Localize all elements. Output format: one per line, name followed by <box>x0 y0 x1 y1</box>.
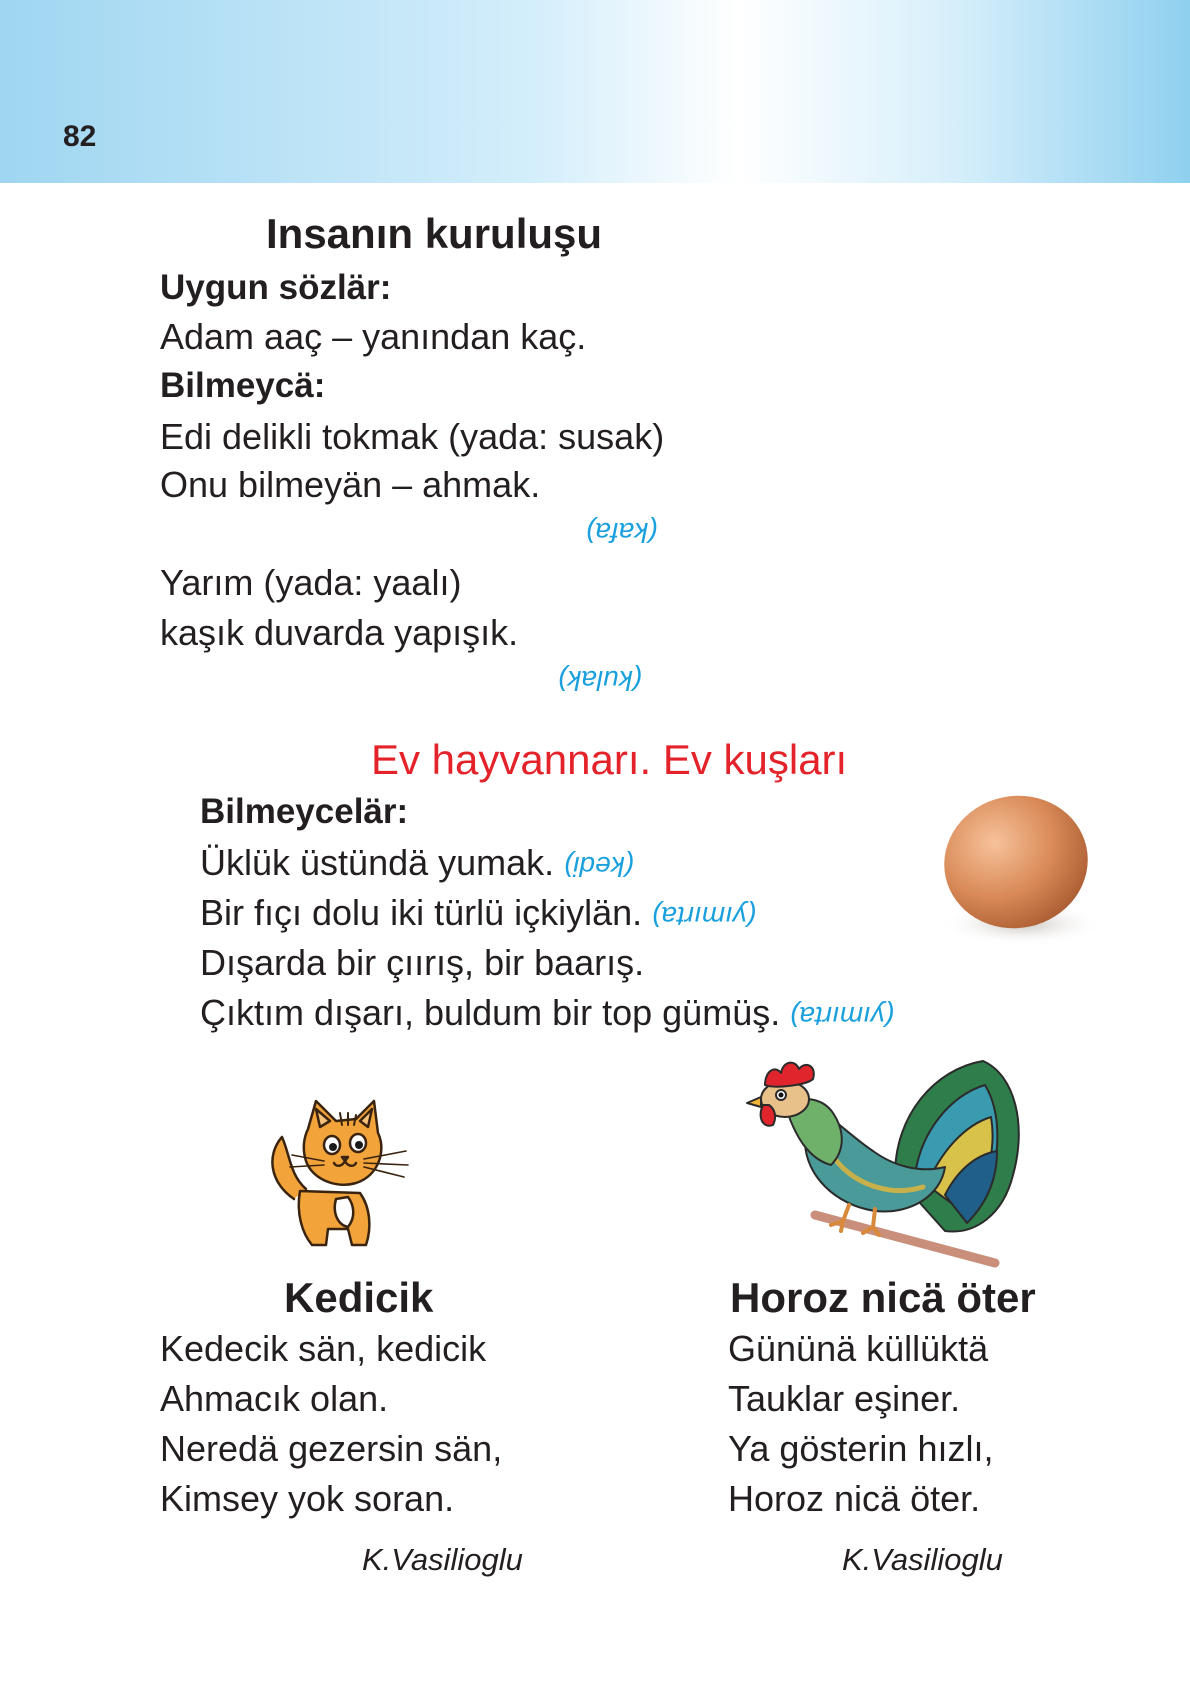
section2-riddles-heading: Bilmeycelär: <box>200 792 409 831</box>
riddle-line <box>200 942 644 984</box>
poem-line: Ya gösterin hızlı, <box>728 1428 994 1469</box>
poem-line: Kimsey yok soran. <box>160 1478 455 1519</box>
section2-title: Ev hayvannarı. Ev kuşları <box>371 736 848 783</box>
riddle-text: Bir fıçı dolu iki türlü içkiylän. <box>200 892 643 933</box>
riddles-heading: Bilmeycä: <box>160 366 326 405</box>
riddle-line <box>200 892 756 934</box>
riddle-answer: (kedi) <box>564 851 635 882</box>
riddle-text: Çıktım dışarı, buldum bir top gümüş. <box>200 992 781 1033</box>
poem-line: Tauklar eşiner. <box>728 1378 961 1419</box>
kitten-illustration <box>256 1095 431 1255</box>
riddle2-line2: kaşık duvarda yapışık. <box>160 612 519 653</box>
riddle2-answer: (kulak) <box>558 665 643 696</box>
poem-line: Horoz nicä öter. <box>728 1478 981 1519</box>
poem1-author: K.Vasilioglu <box>362 1542 523 1577</box>
egg-illustration <box>930 784 1110 954</box>
riddle1-answer-wrap <box>586 516 658 548</box>
riddle2-answer-wrap <box>558 664 642 696</box>
riddle-text: Dışarda bir çıırış, bir baarış. <box>200 942 645 983</box>
poem1-lines <box>160 1324 502 1524</box>
riddle1-line2: Onu bilmeyän – ahmak. <box>160 464 541 505</box>
poem2-lines <box>728 1324 993 1524</box>
riddle-text: Üklük üstündä yumak. <box>200 842 555 883</box>
page-header-band <box>0 0 1190 183</box>
section1-title: Insanın kuruluşu <box>266 210 603 257</box>
riddle-answer: (yımırta) <box>652 901 757 932</box>
rooster-illustration <box>745 1055 1030 1270</box>
riddle1-line1: Edi delikli tokmak (yada: susak) <box>160 416 665 457</box>
poem1-title: Kedicik <box>284 1274 434 1321</box>
riddle-line <box>200 842 634 884</box>
proverb-text: Adam aaç – yanından kaç. <box>160 316 587 357</box>
poem-line: Kedecik sän, kedicik <box>160 1328 487 1369</box>
poem-line: Gününä küllüktä <box>728 1328 989 1369</box>
riddle-answer: (yımırta) <box>790 1001 895 1032</box>
proverbs-heading: Uygun sözlär: <box>160 268 392 307</box>
riddle-line <box>200 992 894 1034</box>
poem2-title: Horoz nicä öter <box>730 1274 1036 1321</box>
page-number: 82 <box>63 120 97 153</box>
poem2-author: K.Vasilioglu <box>842 1542 1003 1577</box>
poem-line: Neredä gezersin sän, <box>160 1428 503 1469</box>
poem-line: Ahmacık olan. <box>160 1378 389 1419</box>
riddle1-answer: (kafa) <box>586 517 658 548</box>
riddle2-line1: Yarım (yada: yaalı) <box>160 562 462 603</box>
